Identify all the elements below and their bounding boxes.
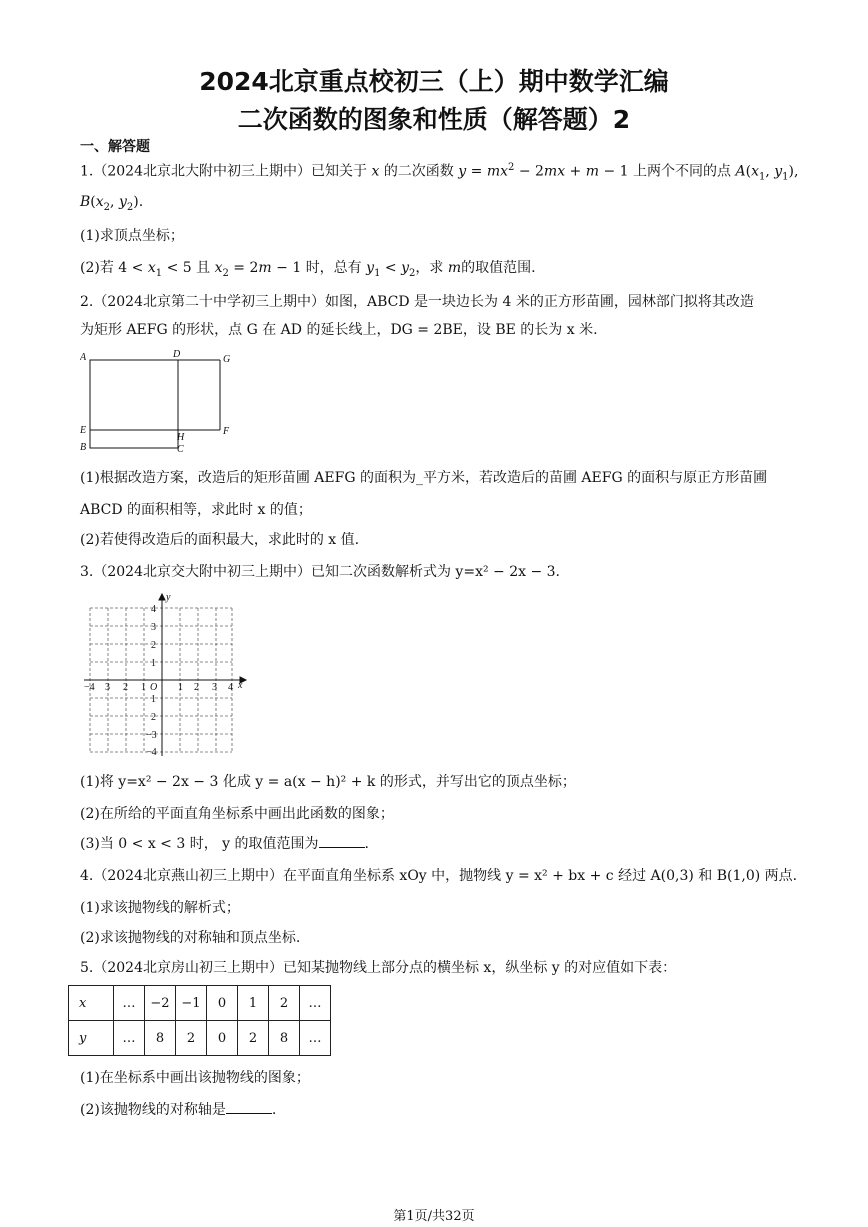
table-cell: 2 <box>238 1021 269 1056</box>
y-tick: 4 <box>151 604 156 615</box>
y-tick: 3 <box>151 622 156 633</box>
q2-stem-line1: 2.（2024北京第二十中学初三上期中）如图，ABCD 是一块边长为 4 米的正方形苗圃，园林部门拟将其改造 <box>80 294 754 310</box>
q3-part2: (2)在所给的平面直角坐标系中画出此函数的图象； <box>80 806 394 822</box>
x-tick: 1 <box>141 682 146 693</box>
q4-part1: (1)求该抛物线的解析式； <box>80 900 240 916</box>
q1-stem: 1.（2024北京北大附中初三上期中）已知关于 x 的二次函数 $y = mx^2 - 2mx + m - 1$ 上两个不同的点 $A(x_1$, $y_1$), <box>80 162 799 183</box>
table-cell: … <box>300 986 331 1021</box>
table-cell: … <box>114 1021 145 1056</box>
section-heading: 一、解答题 <box>80 139 150 155</box>
page-footer: 第1页/共32页 <box>393 1209 475 1224</box>
fig1-label-g: G <box>223 354 231 365</box>
table-cell: … <box>300 1021 331 1056</box>
q1-part2-c: ，求 <box>415 260 444 276</box>
table-cell: 0 <box>207 1021 238 1056</box>
table-row <box>69 1021 331 1056</box>
x-tick: 2 <box>123 682 128 693</box>
q2-stem-line2: 为矩形 AEFG 的形状，点 G 在 AD 的延长线上，DG = 2BE，设 BE 的长为 x 米. <box>80 322 598 338</box>
fig1-label-d: D <box>173 350 181 360</box>
origin-label: O <box>150 682 158 693</box>
q1-part2-a: (2)若 <box>80 260 114 276</box>
x-tick: 2 <box>194 682 199 693</box>
x-tick: 3 <box>212 682 217 693</box>
y-tick: 2 <box>151 640 156 651</box>
x-tick: 1 <box>178 682 183 693</box>
q4-stem: 4.（2024北京燕山初三上期中）在平面直角坐标系 xOy 中，抛物线 y = x² + bx + c 经过 A(0,3) 和 B(1,0) 两点. <box>80 868 798 884</box>
q1-part2-b: 时，总有 <box>305 260 362 276</box>
table-cell: … <box>114 986 145 1021</box>
q1-mid: 的二次函数 <box>383 163 454 180</box>
answer-blank <box>226 1101 272 1114</box>
y-tick: −3 <box>146 730 157 741</box>
q1-part2: (2)若 $4 < x_1 < 5$ 且 $x_2 = 2m - 1$ 时，总有 $y_1 < y_2$，求 m的取值范围. <box>80 260 536 279</box>
table-cell: y <box>69 1021 114 1056</box>
q3-part3-a: (3)当 0 < x < 3 时， <box>80 836 218 852</box>
q2-part1-line1: (1)根据改造方案，改造后的矩形苗圃 AEFG 的面积为_平方米，若改造后的苗圃 AEFG 的面积与原正方形苗圃 <box>80 470 768 486</box>
q1-point-b: $B(x_2$, $y_2$). <box>80 194 144 213</box>
q5-part2-b: . <box>271 1102 277 1118</box>
table-cell: −1 <box>176 986 207 1021</box>
answer-blank <box>319 835 365 848</box>
table-cell: 8 <box>269 1021 300 1056</box>
q1-tail: 上两个不同的点 <box>633 163 732 180</box>
fig1-label-h: H <box>177 432 185 443</box>
table-cell: 2 <box>176 1021 207 1056</box>
table-cell: 2 <box>269 986 300 1021</box>
y-tick: 2 <box>151 712 156 723</box>
y-axis-label: y <box>166 592 171 603</box>
coordinate-grid-figure <box>80 592 250 760</box>
q3-part3-b: y 的取值范围为 <box>222 836 319 852</box>
fig1-label-a: A <box>80 352 87 363</box>
x-axis-label: x <box>238 680 243 691</box>
q3-stem: 3.（2024北京交大附中初三上期中）已知二次函数解析式为 y=x² − 2x − 3. <box>80 564 561 580</box>
q2-part1-line2: ABCD 的面积相等，求此时 x 的值； <box>80 502 312 518</box>
q1-part2-d: 的取值范围. <box>461 260 536 276</box>
y-tick: 1 <box>151 694 156 705</box>
xy-value-table <box>68 985 331 1056</box>
fig1-label-b: B <box>80 442 87 453</box>
table-cell: −2 <box>145 986 176 1021</box>
q3-part1: (1)将 y=x² − 2x − 3 化成 y = a(x − h)² + k 的形式，并写出它的顶点坐标； <box>80 774 576 790</box>
square-rectangle-figure <box>80 350 250 458</box>
table-cell: 8 <box>145 1021 176 1056</box>
q1-lead: 1.（2024北京北大附中初三上期中）已知关于 <box>80 163 367 180</box>
x-tick: 4 <box>228 682 233 693</box>
x-tick: −4 <box>84 682 95 693</box>
table-cell: 0 <box>207 986 238 1021</box>
q5-stem: 5.（2024北京房山初三上期中）已知某抛物线上部分点的横坐标 x，纵坐标 y 的对应值如下表： <box>80 960 677 976</box>
y-tick: 1 <box>151 658 156 669</box>
x-tick: 3 <box>105 682 110 693</box>
table-row <box>69 986 331 1021</box>
q3-part3 <box>80 834 369 854</box>
q1-part1: (1)求顶点坐标； <box>80 228 184 244</box>
q2-part2: (2)若使得改造后的面积最大，求此时的 x 值. <box>80 532 360 548</box>
table-cell: 1 <box>238 986 269 1021</box>
document-title-line2: 二次函数的图象和性质（解答题）2 <box>237 105 631 134</box>
q5-part1: (1)在坐标系中画出该抛物线的图象； <box>80 1070 310 1086</box>
q3-part3-c: . <box>364 836 369 852</box>
table-cell: x <box>69 986 114 1021</box>
fig1-label-f: F <box>223 426 230 437</box>
q5-part2 <box>80 1100 276 1120</box>
fig1-label-c: C <box>177 444 184 455</box>
document-title-line1: 2024北京重点校初三（上）期中数学汇编 <box>199 67 669 96</box>
q5-part2-a: (2)该抛物线的对称轴是 <box>80 1102 226 1118</box>
fig1-label-e: E <box>80 425 87 436</box>
q4-part2: (2)求该抛物线的对称轴和顶点坐标. <box>80 930 301 946</box>
y-tick: −4 <box>146 747 157 758</box>
